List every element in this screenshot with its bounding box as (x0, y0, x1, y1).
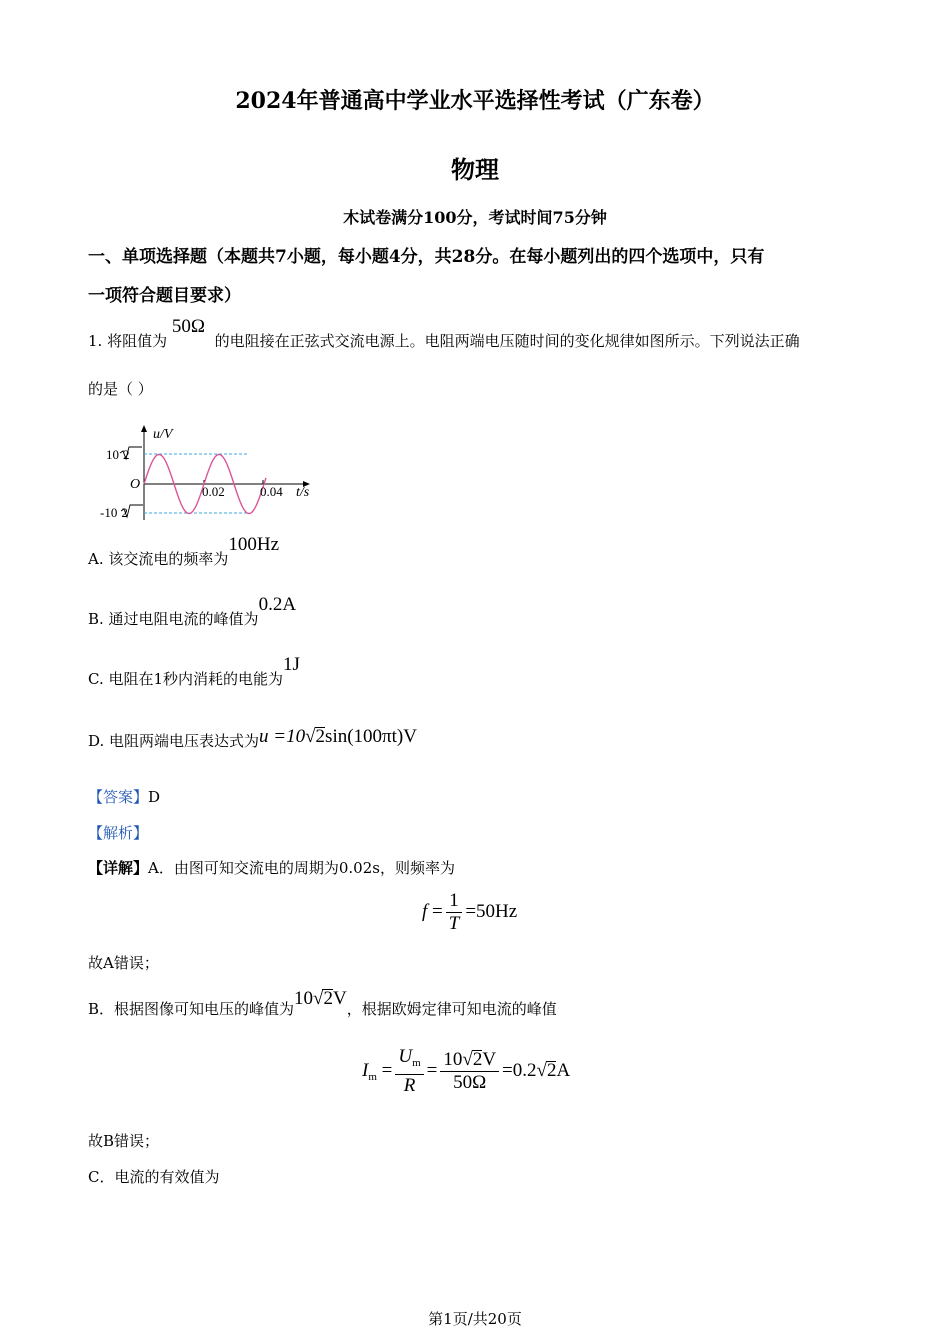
answer-line (88, 786, 160, 807)
detail-b-peak-voltage: 10√2V (294, 988, 347, 1009)
answer-value: D (148, 788, 161, 806)
option-d-text: D. 电阻两端电压表达式为 (88, 732, 260, 750)
detail-a-line (88, 857, 455, 878)
eq2-lhs: I (362, 1059, 369, 1081)
option-a (88, 534, 280, 570)
analysis-label: 【解析】 (88, 824, 149, 842)
option-a-text: A. 该交流电的频率为 (88, 550, 229, 568)
y-axis-label: u/V (153, 427, 173, 442)
resistance-value: 50Ω (171, 316, 205, 337)
option-a-value: 100Hz (228, 534, 280, 555)
option-d-formula: u =10√2sin(100πt)V (259, 726, 417, 747)
detail-label: 【详解】 (88, 859, 149, 877)
section-heading-line2: 一项符合题目要求） (88, 286, 241, 306)
question-1-stem (88, 316, 800, 352)
detail-b-post: ，根据欧姆定律可知电流的峰值 (346, 1000, 557, 1018)
option-c-value: 1J (283, 654, 300, 675)
option-c-text: C. 电阻在1秒内消耗的电能为 (88, 670, 284, 688)
equation-peak-current: $I_m$ = $\frac{U_m}{R}$ = $\frac{10√2V}{50\Omega}$ =0.2√2A (362, 1046, 571, 1096)
eq2-fraction-2: $\frac{10√2V}{50\Omega}$ (440, 1049, 499, 1094)
subject-title: 物理 (451, 155, 499, 184)
option-b (88, 594, 297, 630)
eq1-numerator: 1 (446, 890, 462, 913)
detail-b-pre: B．根据图像可知电压的峰值为 (88, 1000, 295, 1018)
eq1-denominator: T (448, 913, 460, 934)
eq2-fraction-1: $\frac{U_m}{R}$ (395, 1046, 423, 1097)
eq1-rhs: =50Hz (465, 900, 518, 922)
exam-instructions: 木试卷满分100分，考试时间75分钟 (343, 208, 607, 227)
detail-c-line: C．电流的有效值为 (88, 1168, 220, 1186)
tick-label-004: 0.04 (260, 484, 283, 499)
conclusion-b: 故B错误； (88, 1132, 160, 1150)
answer-label: 【答案】 (88, 788, 149, 806)
option-b-value: 0.2A (258, 594, 297, 615)
option-d (88, 726, 417, 752)
question-1-stem-line2: 的是（ ） (88, 380, 153, 398)
question-1-stem-rest: 的电阻接在正弦式交流电源上。电阻两端电压随时间的变化规律如图所示。下列说法正确 (214, 332, 800, 350)
conclusion-a: 故A错误； (88, 954, 159, 972)
option-b-text: B. 通过电阻电流的峰值为 (88, 610, 259, 628)
eq1-fraction (446, 890, 463, 935)
y-max-label: 10 2 (106, 447, 130, 462)
section-heading-line1: 一、单项选择题（本题共7小题，每小题4分，共28分。在每小题列出的四个选项中，只有 (88, 247, 765, 267)
eq2-rhs: =0.2√2A (502, 1059, 571, 1081)
eq1-lhs: f (422, 900, 428, 922)
voltage-time-graph (98, 420, 320, 528)
y-axis-arrow (141, 425, 147, 432)
exam-title: 2024年普通高中学业水平选择性考试（广东卷） (235, 88, 715, 114)
equation-frequency: f = $\frac{1}{T}$ =50Hz (422, 890, 518, 934)
question-1-prefix: 1. 将阻值为 (88, 332, 168, 350)
x-axis-label: t/s (296, 485, 310, 500)
option-c (88, 654, 300, 690)
detail-a-text: A．由图可知交流电的周期为0.02s，则频率为 (148, 859, 455, 877)
origin-label: O (130, 477, 141, 492)
y-min-label: -10 2 (100, 505, 128, 520)
detail-b-line (88, 988, 557, 1020)
page-footer: 第1页/共20页 (428, 1310, 522, 1328)
tick-label-002: 0.02 (202, 484, 225, 499)
